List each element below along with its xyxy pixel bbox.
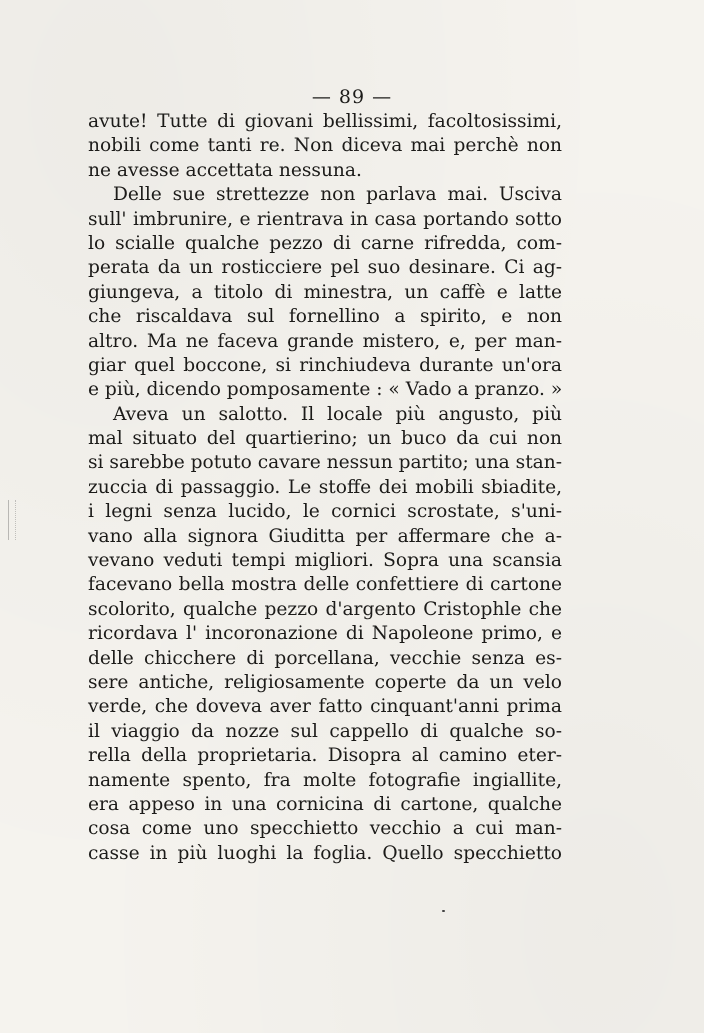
text-line: verde, che doveva aver fatto cinquant'anni prima (88, 696, 562, 718)
text-line: si sarebbe potuto cavare nessun partito; una stan- (88, 452, 563, 474)
text-line: vano alla signora Giuditta per affermare che a- (88, 525, 562, 547)
text-line: rella della proprietaria. Disopra al camino eter- (88, 745, 562, 767)
text-line: facevano bella mostra delle confettiere di cartone (88, 574, 562, 596)
margin-mark (8, 500, 16, 540)
text-line: sere antiche, religiosamente coperte da un velo (88, 671, 562, 693)
text-line: cosa come uno specchietto vecchio a cui man- (88, 818, 562, 840)
text-line: ricordava l' incoronazione di Napoleone primo, e (88, 623, 562, 645)
text-line: zuccia di passaggio. Le stoffe dei mobili sbiadite, (88, 476, 562, 498)
text-line: sull' imbrunire, e rientrava in casa portando sotto (88, 208, 562, 230)
text-line: perata da un rosticciere pel suo desinare. Ci ag- (88, 257, 562, 279)
text-line: scolorito, qualche pezzo d'argento Cristophle che (88, 598, 562, 620)
text-line: giar quel boccone, si rinchiudeva durante un'ora (88, 354, 562, 376)
text-line: vevano veduti tempi migliori. Sopra una scansia (88, 550, 562, 572)
text-line: casse in più luoghi la foglia. Quello specchietto (88, 842, 562, 864)
text-line: avute! Tutte di giovani bellissimi, facoltosissimi, (88, 111, 562, 132)
text-line: era appeso in una cornicina di cartone, qualche (88, 793, 562, 815)
text-line: Aveva un salotto. Il locale più angusto, più (113, 403, 562, 425)
text-line: mal situato del quartierino; un buco da cui non (88, 428, 562, 450)
text-line: ne avesse accettata nessuna. (88, 159, 362, 181)
text-line: Delle sue strettezze non parlava mai. Usciva (113, 184, 562, 206)
page-number: — 89 — (311, 86, 393, 108)
ink-speck (442, 910, 445, 912)
text-line: delle chicchere di porcellana, vecchie senza es- (88, 647, 562, 669)
body-text (88, 110, 562, 866)
text-line: i legni senza lucido, le cornici scrostate, s'uni- (88, 501, 562, 523)
text-line: e più, dicendo pomposamente : « Vado a pranzo. » (88, 379, 563, 401)
text-line: che riscaldava sul fornellino a spirito, e non (88, 306, 562, 328)
text-line: namente spento, fra molte fotografie ingiallite, (88, 769, 562, 791)
text-line: il viaggio da nozze sul cappello di qualche so- (88, 720, 562, 742)
text-line: lo scialle qualche pezzo di carne rifredda, com- (88, 232, 562, 254)
text-line: altro. Ma ne faceva grande mistero, e, per man- (88, 330, 562, 352)
text-line: nobili come tanti re. Non diceva mai perchè non (88, 135, 562, 157)
text-line: giungeva, a titolo di minestra, un caffè e latte (88, 281, 562, 303)
